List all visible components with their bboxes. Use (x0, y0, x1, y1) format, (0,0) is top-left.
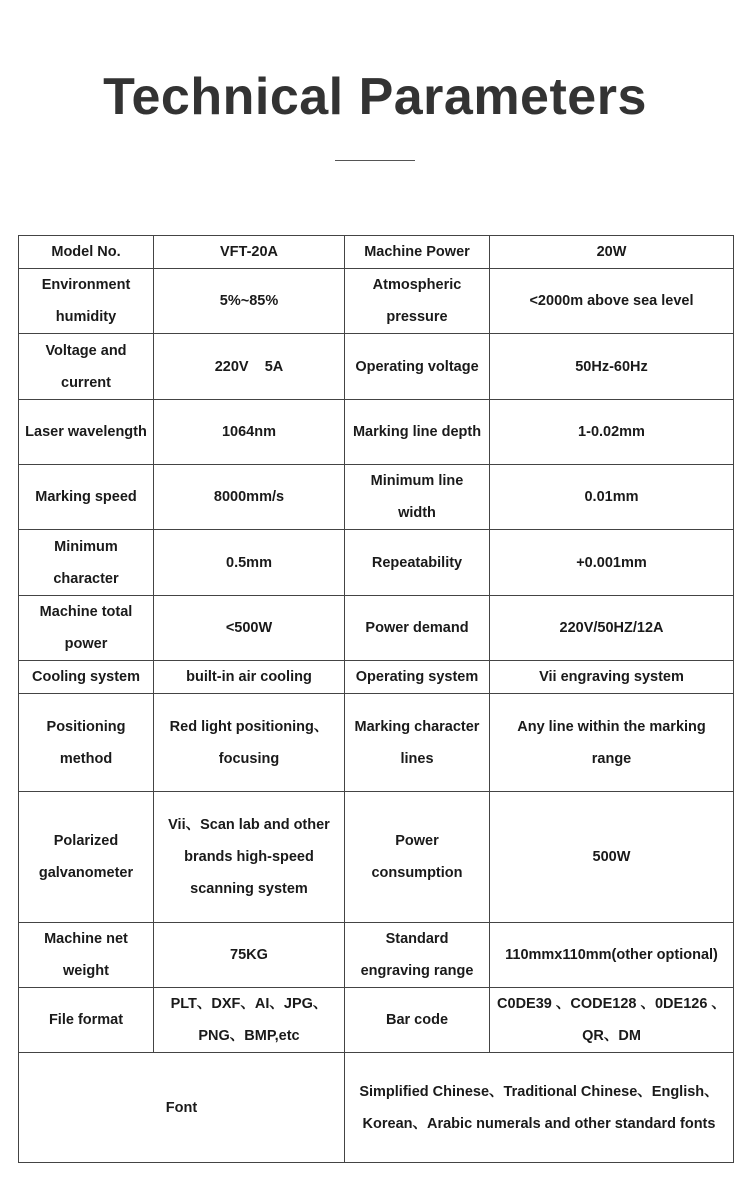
param-label: Model No. (19, 236, 154, 269)
param-label: Voltage and current (19, 334, 154, 400)
param-label: File format (19, 988, 154, 1053)
param-value: 50Hz-60Hz (490, 334, 734, 400)
title-divider (335, 160, 415, 161)
param-label: Bar code (345, 988, 490, 1053)
param-value: 5%~85% (154, 269, 345, 334)
param-label: Operating system (345, 661, 490, 694)
param-value: 8000mm/s (154, 465, 345, 530)
page-title: Technical Parameters (103, 68, 647, 126)
table-row (19, 988, 734, 1053)
param-label: Marking line depth (345, 400, 490, 465)
table-row (19, 792, 734, 923)
param-value: Vii engraving system (490, 661, 734, 694)
param-label: Cooling system (19, 661, 154, 694)
table-row (19, 334, 734, 400)
param-value: 1064nm (154, 400, 345, 465)
param-value: <2000m above sea level (490, 269, 734, 334)
param-value: +0.001mm (490, 530, 734, 596)
param-value: PLT、DXF、AI、JPG、PNG、BMP,etc (154, 988, 345, 1053)
param-label: Machine total power (19, 596, 154, 661)
param-label: Atmospheric pressure (345, 269, 490, 334)
param-label: Polarized galvanometer (19, 792, 154, 923)
param-label: Repeatability (345, 530, 490, 596)
param-label: Positioning method (19, 694, 154, 792)
param-label: Marking character lines (345, 694, 490, 792)
table-row (19, 694, 734, 792)
table-row (19, 596, 734, 661)
param-label: Laser wavelength (19, 400, 154, 465)
param-value: Any line within the marking range (490, 694, 734, 792)
table-row (19, 661, 734, 694)
param-value: 1-0.02mm (490, 400, 734, 465)
param-value: 0.01mm (490, 465, 734, 530)
param-value: 220V/50HZ/12A (490, 596, 734, 661)
table-row (19, 465, 734, 530)
param-label: Machine net weight (19, 923, 154, 988)
param-label: Minimum line width (345, 465, 490, 530)
param-label: Minimum character (19, 530, 154, 596)
param-label: Power demand (345, 596, 490, 661)
param-label: Power consumption (345, 792, 490, 923)
table-row (19, 923, 734, 988)
param-label: Operating voltage (345, 334, 490, 400)
table-row (19, 269, 734, 334)
param-label: Standard engraving range (345, 923, 490, 988)
param-value: 0.5mm (154, 530, 345, 596)
table-row (19, 530, 734, 596)
table-row (19, 236, 734, 269)
param-value: 20W (490, 236, 734, 269)
param-label: Environment humidity (19, 269, 154, 334)
font-value: Simplified Chinese、Traditional Chinese、English、Korean、Arabic numerals and other standard fonts (345, 1053, 734, 1163)
param-value: <500W (154, 596, 345, 661)
param-value: Vii、Scan lab and other brands high-speed scanning system (154, 792, 345, 923)
param-value: 500W (490, 792, 734, 923)
param-value: Red light positioning、focusing (154, 694, 345, 792)
param-value: 75KG (154, 923, 345, 988)
param-value: C0DE39 、CODE128 、0DE126 、QR、DM (490, 988, 734, 1053)
param-value: built-in air cooling (154, 661, 345, 694)
param-label: Machine Power (345, 236, 490, 269)
param-value: VFT-20A (154, 236, 345, 269)
table-row (19, 400, 734, 465)
font-label: Font (19, 1053, 345, 1163)
table-row (19, 1053, 734, 1163)
parameters-table (18, 235, 734, 1163)
param-value: 220V 5A (154, 334, 345, 400)
param-label: Marking speed (19, 465, 154, 530)
param-value: 110mmx110mm(other optional) (490, 923, 734, 988)
